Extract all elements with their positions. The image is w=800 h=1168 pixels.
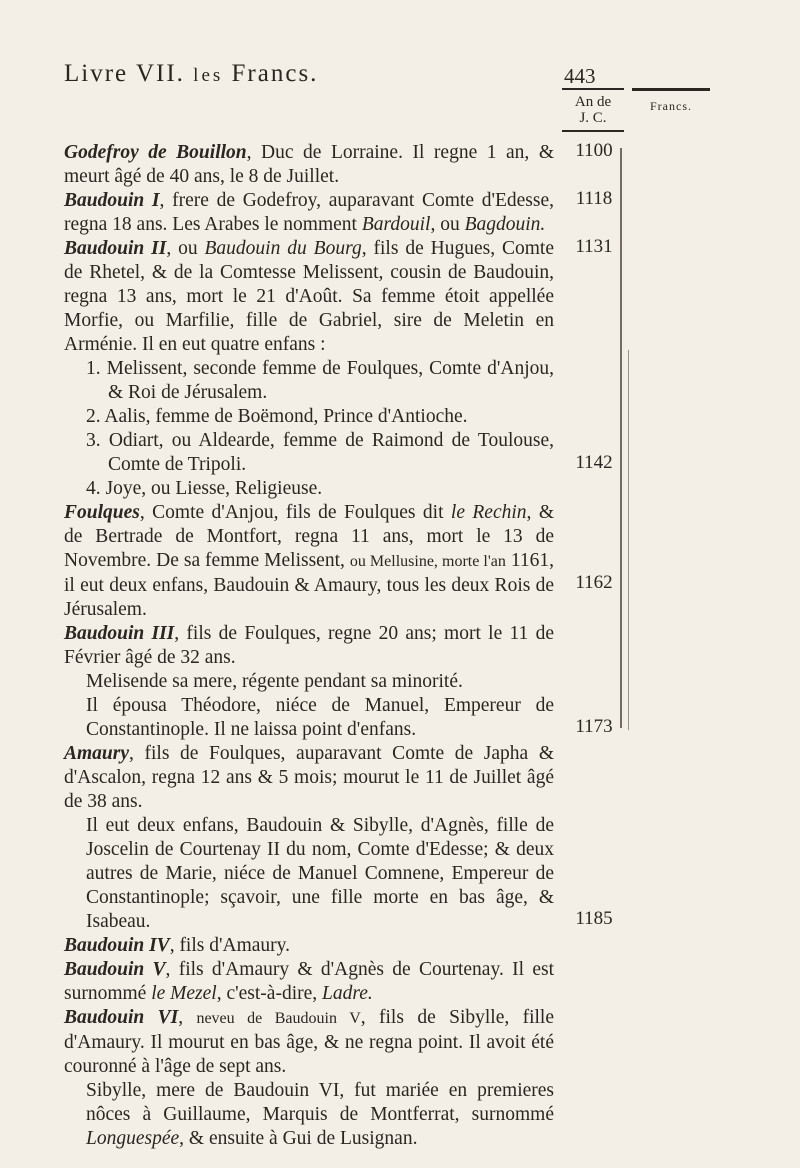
ruler-name: Baudouin I <box>64 190 160 211</box>
ruler-entry <box>64 742 554 814</box>
paragraph-text: Melisende sa mere, régente pendant sa minorité. <box>86 671 463 692</box>
year-1118: 1118 <box>575 188 613 209</box>
paragraph-text: Sibylle, mere de Baudouin VI, fut mariée en premieres nôces à Guillaume, Marquis de Montferrat, surnommé <box>86 1080 554 1125</box>
entry-text: , fils de Hugues, Comte de Rhetel, & de la Comtesse Melissent, cousin de Baudouin, regna 13 ans, mort le 21 d'Août. Sa femme étoit appellée Morfie, ou Marfilie, fille de Gabriel, sire de Meletin en Arménie. Il en eut quatre enfans : <box>64 238 555 355</box>
ruler-name: Baudouin VI <box>64 1007 179 1028</box>
ruler-name: Amaury <box>64 743 130 764</box>
ruler-entry <box>64 958 554 1006</box>
child-text: 2. Aalis, femme de Boëmond, Prince d'Antioche. <box>86 406 468 427</box>
column-divider <box>620 148 622 728</box>
column-an-de: An de <box>574 94 612 110</box>
header-livre: Livre <box>64 60 129 87</box>
francs-margin-label: Francs. <box>632 88 710 114</box>
small-print: neveu de Baudouin V <box>196 1010 361 1027</box>
ruler-entry <box>64 501 554 622</box>
column-rule-bottom <box>562 130 624 132</box>
year-1142: 1142 <box>575 452 613 473</box>
italic-term: Ladre. <box>322 983 373 1004</box>
year-1131: 1131 <box>575 236 613 257</box>
ruler-entry <box>64 189 554 237</box>
child-text: 4. Joye, ou Liesse, Religieuse. <box>86 478 323 499</box>
entry-text: , fils de Foulques, auparavant Comte de Japha & d'Ascalon, regna 12 ans & 5 mois; mourut le 11 de Juillet âgé de 38 ans. <box>64 743 554 812</box>
italic-term: Baudouin du Bourg <box>204 238 362 259</box>
ruler-name: Baudouin V <box>64 959 166 980</box>
paragraph-text: Il épousa Théodore, niéce de Manuel, Empereur de Constantinople. Il ne laissa point d'enfans. <box>86 695 554 740</box>
paragraph-text: Il eut deux enfans, Baudouin & Sibylle, d'Agnès, fille de Joscelin de Courtenay II du nom, Comte d'Edesse; & deux autres de Marie, niéce de Manuel Comnene, Empereur de Constantinople; sçavoir, une fille morte en bas âge, & Isabeau. <box>86 815 554 932</box>
ruler-name: Foulques <box>64 502 140 523</box>
italic-term: Bardouil <box>361 214 431 235</box>
child-entry <box>86 357 554 405</box>
entry-text: , ou <box>430 214 465 235</box>
entry-text: , c'est-à-dire, <box>216 983 323 1004</box>
column-divider-secondary <box>628 350 629 730</box>
paragraph <box>64 1079 554 1151</box>
column-jc: J. C. <box>579 110 607 126</box>
header-livre-num: VII. <box>135 60 185 87</box>
ruler-entry <box>64 934 554 958</box>
italic-term: Bagdouin. <box>464 214 546 235</box>
entry-text: , Comte d'Anjou, fils de Foulques dit <box>139 502 451 523</box>
ruler-name: Baudouin IV <box>64 935 170 956</box>
entry-text: , fils d'Amaury. <box>169 935 291 956</box>
year-1100: 1100 <box>575 140 613 161</box>
italic-term: le Mezel <box>151 983 217 1004</box>
child-entry <box>86 477 554 501</box>
entry-text: , <box>178 1007 197 1028</box>
running-header <box>64 60 318 88</box>
chronicle-text <box>64 141 554 1151</box>
header-les: les <box>193 65 224 86</box>
entry-text: , fils d'Amaury & d'Agnès de Courtenay. Il est surnommé <box>64 959 555 1004</box>
child-entry <box>86 429 554 477</box>
small-print: ou Mellusine, morte l'an <box>349 553 506 570</box>
entry-text: , & de Bertrade de Montfort, regna 11 ans, mort le 13 de Novembre. De sa femme Melissent, <box>64 502 554 571</box>
entry-text: , frere de Godefroy, auparavant Comte d'Edesse, regna 18 ans. Les Arabes le nomment <box>64 190 554 235</box>
child-text: 3. Odiart, ou Aldearde, femme de Raimond de Toulouse, Comte de Tripoli. <box>86 430 554 475</box>
italic-term: le Rechin <box>450 502 527 523</box>
entry-text: , ou <box>166 238 205 259</box>
entry-text: , & ensuite à Gui de Lusignan. <box>179 1128 418 1149</box>
italic-term: Longuespée <box>86 1128 180 1149</box>
ruler-name: Baudouin II <box>64 238 167 259</box>
ruler-entry <box>64 622 554 670</box>
ruler-name: Godefroy de Bouillon <box>64 142 247 163</box>
paragraph <box>64 670 554 694</box>
column-rule-top <box>562 88 624 90</box>
ruler-entry <box>64 237 554 357</box>
ruler-entry <box>64 1006 554 1079</box>
ruler-name: Baudouin III <box>64 623 175 644</box>
entry-text: 1161, il eut deux enfans, Baudouin & Amaury, tous les deux Rois de Jérusalem. <box>64 550 554 620</box>
entry-text: , Duc de Lorraine. Il regne 1 an, & meurt âgé de 40 ans, le 8 de Juillet. <box>64 142 554 187</box>
child-entry <box>86 405 554 429</box>
paragraph <box>64 814 554 934</box>
child-text: 1. Melissent, seconde femme de Foulques, Comte d'Anjou, & Roi de Jérusalem. <box>86 358 554 403</box>
year-1185: 1185 <box>575 908 613 929</box>
entry-text: , fils de Sibylle, fille d'Amaury. Il mourut en bas âge, & ne regna point. Il avoit été couronné à l'âge de sept ans. <box>64 1007 555 1077</box>
header-francs: Francs. <box>231 60 319 87</box>
year-1173: 1173 <box>575 716 613 737</box>
paragraph <box>64 694 554 742</box>
year-1162: 1162 <box>575 572 613 593</box>
page-number: 443 <box>564 64 596 88</box>
entry-text: , fils de Foulques, regne 20 ans; mort le 11 de Février âgé de 32 ans. <box>64 623 554 668</box>
year-column-header <box>562 88 624 132</box>
ruler-entry <box>64 141 554 189</box>
